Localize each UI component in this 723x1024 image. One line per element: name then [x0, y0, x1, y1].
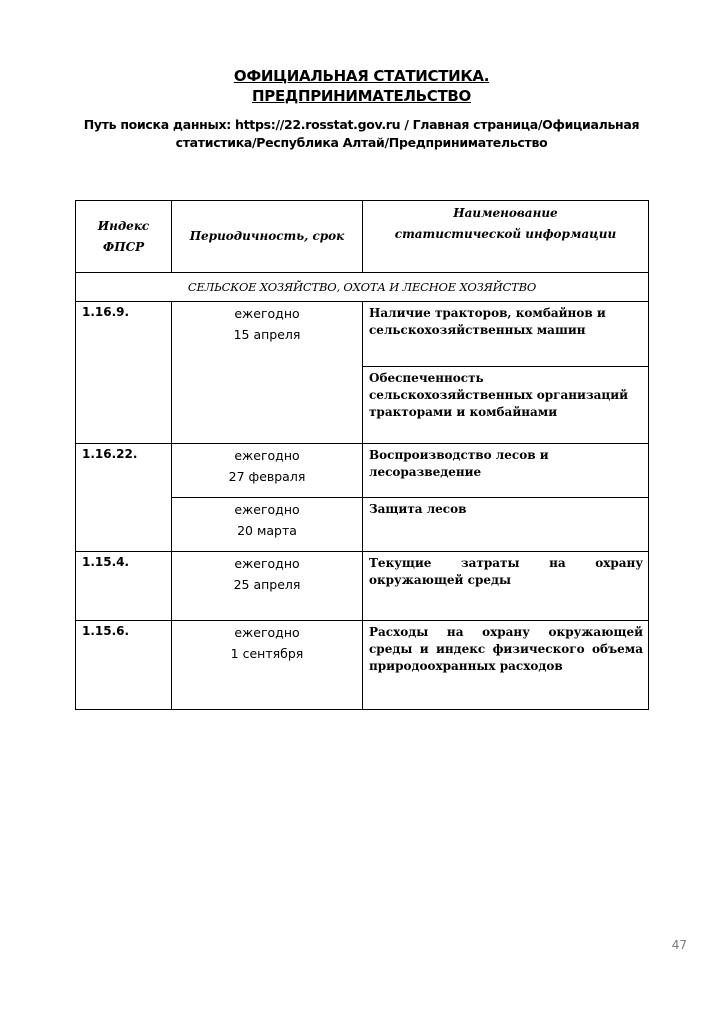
title-line-2: ПРЕДПРИНИМАТЕЛЬСТВО [252, 87, 471, 105]
row-period [172, 621, 363, 710]
table-row [76, 444, 649, 498]
row-index: 1.16.9. [76, 302, 172, 444]
page-title [0, 66, 723, 106]
row-frequency: ежегодно [234, 502, 300, 517]
row-index: 1.15.4. [76, 552, 172, 621]
title-line-1: ОФИЦИАЛЬНАЯ СТАТИСТИКА. [233, 67, 490, 85]
section-row [76, 273, 649, 302]
row-deadline: 15 апреля [233, 327, 301, 342]
header-index: Индекс ФПСР [76, 201, 172, 273]
row-info: Текущие затраты на охрану окружающей среды [363, 552, 649, 621]
row-index: 1.15.6. [76, 621, 172, 710]
table-header-row [76, 201, 649, 273]
table-row [76, 302, 649, 367]
section-title: СЕЛЬСКОЕ ХОЗЯЙСТВО, ОХОТА И ЛЕСНОЕ ХОЗЯЙСТВО [76, 273, 649, 302]
table-row [76, 552, 649, 621]
row-deadline: 27 февраля [228, 469, 306, 484]
header-period: Периодичность, срок [172, 201, 363, 273]
row-index: 1.16.22. [76, 444, 172, 552]
statistics-table [75, 200, 649, 710]
row-info: Защита лесов [363, 498, 649, 552]
path-line-1: Путь поиска данных: https://22.rosstat.gov.ru / Главная страница/Официальная [83, 117, 640, 132]
row-deadline: 20 марта [237, 523, 297, 538]
row-info: Расходы на охрану окружающей среды и индекс физического объема природоохранных расходов [363, 621, 649, 710]
table-row [76, 621, 649, 710]
row-info: Воспроизводство лесов и лесоразведение [363, 444, 649, 498]
row-period [172, 552, 363, 621]
row-info: Наличие тракторов, комбайнов и сельскохозяйственных машин [363, 302, 649, 367]
row-frequency: ежегодно [234, 306, 300, 321]
header-name: Наименование статистической информации [363, 201, 649, 273]
row-deadline: 25 апреля [233, 577, 301, 592]
row-period [172, 302, 363, 444]
row-frequency: ежегодно [234, 556, 300, 571]
row-info: Обеспеченность сельскохозяйственных организаций тракторами и комбайнами [363, 367, 649, 444]
row-deadline: 1 сентября [230, 646, 304, 661]
path-line-2: статистика/Республика Алтай/Предпринимательство [175, 135, 548, 150]
row-period [172, 498, 363, 552]
row-frequency: ежегодно [234, 448, 300, 463]
row-frequency: ежегодно [234, 625, 300, 640]
page-number: 47 [671, 938, 687, 952]
row-period [172, 444, 363, 498]
data-search-path [70, 116, 653, 152]
